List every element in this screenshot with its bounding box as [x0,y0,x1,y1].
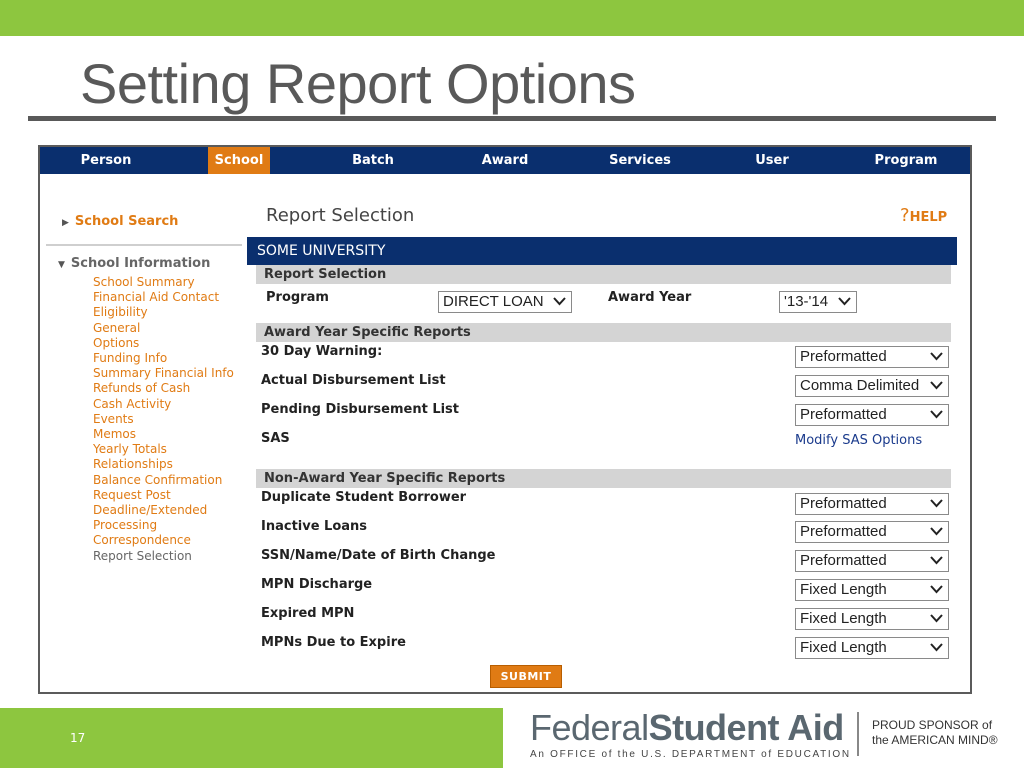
chevron-down-icon [838,292,851,306]
fsa-logo-word2: Student Aid [648,707,844,748]
format-value: Preformatted [800,495,887,512]
program-select[interactable] [438,291,572,313]
fsa-logo [530,708,851,760]
school-info-list [93,275,253,564]
chevron-down-icon [930,376,943,390]
help-link[interactable] [900,205,947,226]
title-divider [28,116,996,121]
format-select-inactive-loans[interactable] [795,521,949,543]
logo-divider [857,712,859,756]
page-heading: Report Selection [266,205,415,226]
chevron-down-icon [930,405,943,419]
sidebar-item-yearly-totals[interactable]: Yearly Totals [93,442,167,457]
sponsor-line2: the AMERICAN MIND® [872,733,998,747]
sidebar-item-balance-confirmation[interactable]: Balance Confirmation [93,472,223,487]
format-value: Preformatted [800,523,887,540]
sidebar-item-general[interactable]: General [93,320,141,335]
format-value: Preformatted [800,348,887,365]
sidebar-item-school-summary[interactable]: School Summary [93,275,195,289]
format-select-pending-disbursement[interactable] [795,404,949,426]
section-non-award-year-reports: Non-Award Year Specific Reports [256,469,951,488]
nav-services[interactable]: Services [609,153,671,168]
chevron-down-icon [930,580,943,594]
chevron-down-icon [930,347,943,361]
report-label-duplicate-student-borrower: Duplicate Student Borrower [261,490,467,505]
nav-program[interactable]: Program [874,153,938,168]
sidebar-item-refunds-of-cash[interactable]: Refunds of Cash [93,381,191,396]
section-report-selection: Report Selection [256,265,951,284]
award-year-value: '13-'14 [784,293,829,310]
section-award-year-reports: Award Year Specific Reports [256,323,951,342]
nav-person[interactable]: Person [80,153,132,168]
nav-batch[interactable]: Batch [352,153,394,168]
help-question-icon: ? [900,205,910,226]
format-value: Preformatted [800,552,887,569]
school-search-label: School Search [74,214,179,229]
sidebar-item-funding-info[interactable]: Funding Info [93,351,168,366]
sidebar-item-summary-financial-info[interactable]: Summary Financial Info [93,366,234,381]
award-year-label: Award Year [608,290,692,305]
sidebar-item-cash-activity[interactable]: Cash Activity [93,396,172,411]
sidebar-item-deadline-extended[interactable]: Deadline/Extended [93,503,208,518]
report-label-pending-disbursement: Pending Disbursement List [261,402,460,417]
triangle-right-icon: ▶ [62,218,69,228]
fsa-logo-wordmark [530,708,851,748]
chevron-down-icon [930,609,943,623]
format-select-actual-disbursement[interactable] [795,375,949,397]
program-label: Program [266,290,329,305]
format-value: Fixed Length [800,639,887,656]
chevron-down-icon [930,494,943,508]
top-nav [40,147,970,174]
school-search-link[interactable] [62,214,178,229]
submit-button[interactable]: SUBMIT [490,665,562,688]
sidebar-item-options[interactable]: Options [93,335,140,350]
report-label-inactive-loans: Inactive Loans [261,519,368,534]
sidebar-item-eligibility[interactable]: Eligibility [93,305,148,320]
report-label-ssn-name-dob-change: SSN/Name/Date of Birth Change [261,548,496,563]
report-label-mpn-discharge: MPN Discharge [261,577,373,592]
format-select-mpn-discharge[interactable] [795,579,949,601]
school-info-label: School Information [70,256,211,271]
school-info-header[interactable] [58,256,210,271]
sidebar-item-relationships[interactable]: Relationships [93,457,173,472]
modify-sas-options-link[interactable]: Modify SAS Options [795,433,923,448]
report-label-mpns-due-to-expire: MPNs Due to Expire [261,635,406,650]
format-value: Fixed Length [800,581,887,598]
institution-bar: SOME UNIVERSITY [247,237,957,265]
award-year-select[interactable] [779,291,857,313]
format-select-30-day-warning[interactable] [795,346,949,368]
nav-award[interactable]: Award [481,153,529,168]
sidebar-item-financial-aid-contact[interactable]: Financial Aid Contact [93,290,220,305]
sidebar-item-correspondence[interactable]: Correspondence [93,533,191,548]
slide-title: Setting Report Options [80,52,636,115]
sidebar-item-report-selection[interactable]: Report Selection [93,548,192,563]
report-label-expired-mpn: Expired MPN [261,606,355,621]
program-value: DIRECT LOAN [443,293,544,310]
report-label-sas: SAS [261,431,290,446]
triangle-down-icon: ▼ [58,260,65,270]
sidebar-item-request-post[interactable]: Request Post [93,487,171,502]
top-green-bar [0,0,1024,36]
chevron-down-icon [553,292,566,306]
help-label: HELP [909,210,948,225]
format-select-ssn-name-dob-change[interactable] [795,550,949,572]
chevron-down-icon [930,638,943,652]
format-select-duplicate-student-borrower[interactable] [795,493,949,515]
format-value: Preformatted [800,406,887,423]
report-label-30-day-warning: 30 Day Warning: [261,344,383,359]
app-screenshot [38,145,972,694]
sponsor-text [872,718,998,748]
nav-school[interactable]: School [208,147,270,174]
nav-user[interactable]: User [755,153,789,168]
format-value: Comma Delimited [800,377,920,394]
chevron-down-icon [930,551,943,565]
sidebar-divider [46,244,242,246]
page-number: 17 [70,731,86,745]
report-label-actual-disbursement: Actual Disbursement List [261,373,446,388]
sidebar-item-memos[interactable]: Memos [93,427,137,442]
sidebar-item-events[interactable]: Events [93,411,134,426]
format-select-mpns-due-to-expire[interactable] [795,637,949,659]
fsa-logo-tagline: An OFFICE of the U.S. DEPARTMENT of EDUCATION [530,749,851,760]
format-value: Fixed Length [800,610,887,627]
format-select-expired-mpn[interactable] [795,608,949,630]
chevron-down-icon [930,522,943,536]
sponsor-line1: PROUD SPONSOR of [872,718,993,732]
sidebar-item-processing[interactable]: Processing [93,518,158,533]
fsa-logo-word1: Federal [530,707,649,748]
